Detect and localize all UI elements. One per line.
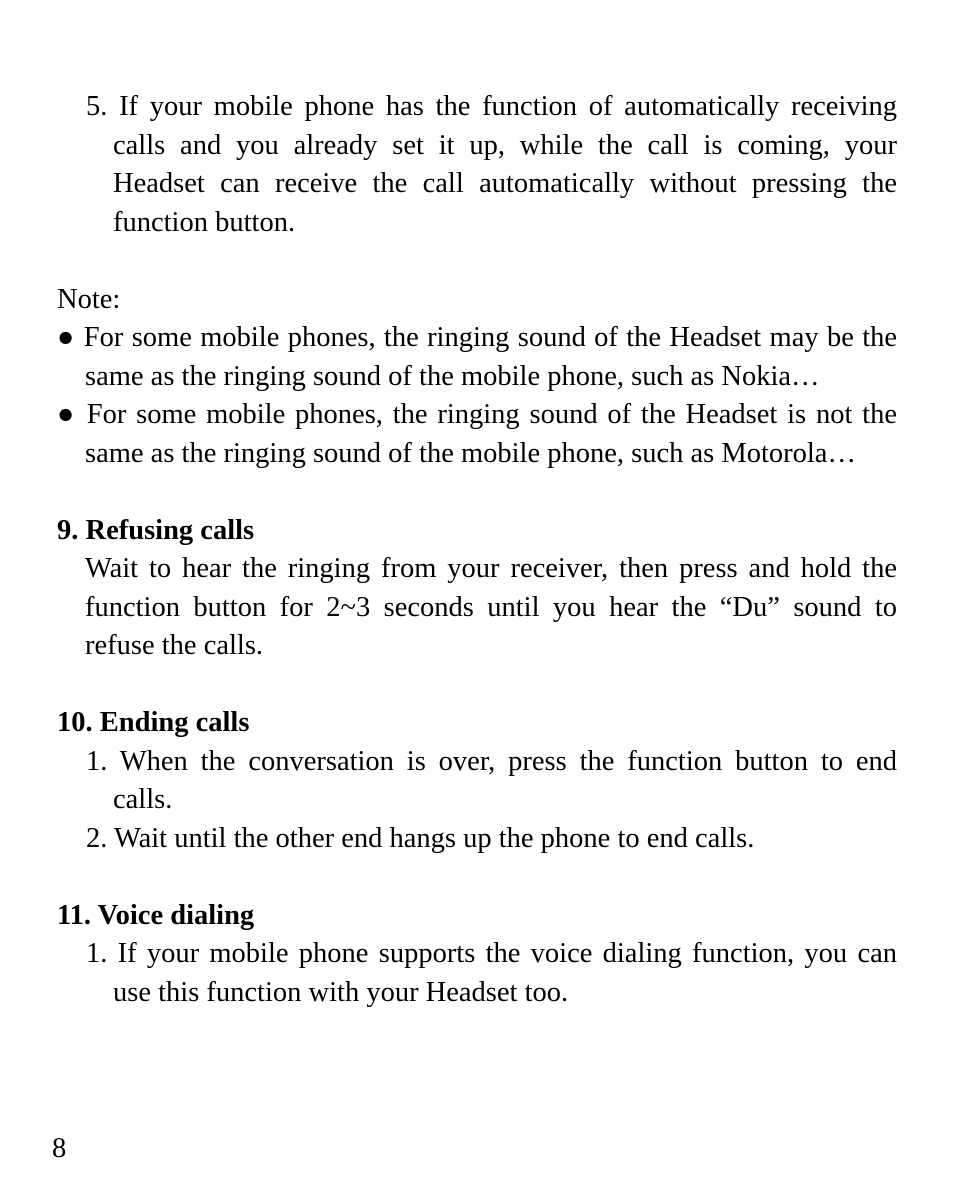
spacer [57,858,897,897]
list-item: 1. If your mobile phone supports the voice dialing function, you can use this function with your Headset too. [86,938,897,1008]
note-bullet-text: For some mobile phones, the ringing sound of the Headset is not the same as the ringing sound of the mobile phone, such as Motorola… [85,399,898,469]
note-bullet [57,396,897,473]
section-heading: 11. Voice dialing [57,899,255,931]
section-refusing-calls [57,512,897,666]
manual-page-content [57,88,897,1012]
section-paragraph: Wait to hear the ringing from your receiver, then press and hold the function button for 2~3 seconds until you hear the “Du” sound to refuse the calls. [85,553,897,661]
spacer [57,242,897,281]
note-block [57,281,897,474]
note-bullet-text: For some mobile phones, the ringing sound of the Headset may be the same as the ringing sound of the mobile phone, such as Nokia… [83,322,898,392]
list-item: 1. When the conversation is over, press the function button to end calls. [86,745,897,815]
spacer [57,666,897,705]
note-label: Note: [57,283,121,315]
section-heading: 9. Refusing calls [57,514,255,546]
bullet-icon: ● [57,322,76,353]
bullet-icon: ● [57,399,77,430]
section-voice-dialing [57,897,897,1013]
section-ending-calls [57,704,897,858]
auto-answer-list-item: 5. If your mobile phone has the function of automatically receiving calls and you already set it up, while the call is coming, your Headset can receive the call automatically without pressing the function button. [86,91,897,238]
section-heading: 10. Ending calls [57,707,250,738]
note-bullet [57,319,897,396]
spacer [57,473,897,512]
list-item: 2. Wait until the other end hangs up the phone to end calls. [86,822,755,854]
page-number: 8 [52,1133,67,1164]
